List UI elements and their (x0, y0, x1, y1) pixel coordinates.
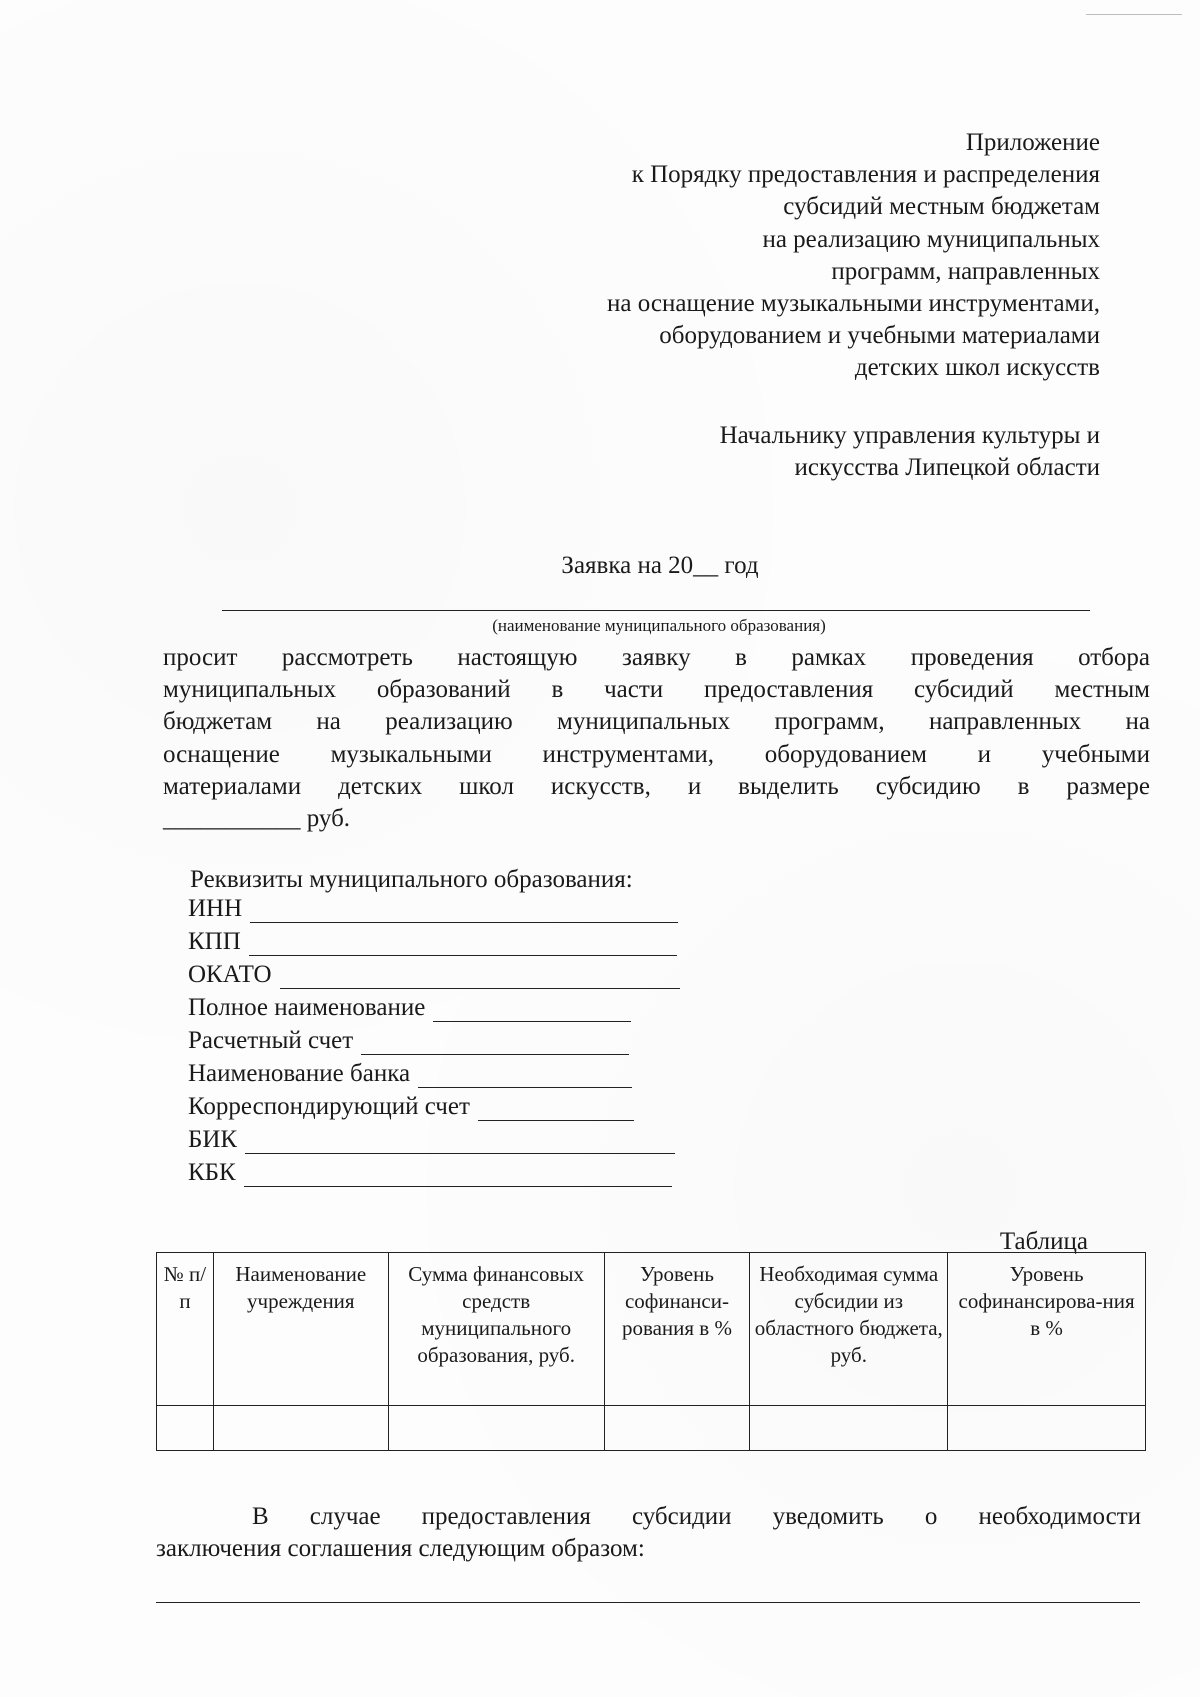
requisite-account (188, 1025, 629, 1055)
requisite-okato (188, 959, 680, 989)
appendix-line: оборудованием и учебными материалами (659, 322, 1100, 350)
requisite-label: БИК (188, 1126, 238, 1153)
requisite-label: КБК (188, 1159, 236, 1186)
addressee-line: искусства Липецкой области (794, 454, 1100, 481)
appendix-line: Приложение (965, 129, 1100, 156)
appendix-line: к Порядку предоставления и распределения (631, 161, 1100, 189)
table-cell[interactable] (604, 1406, 750, 1451)
column-header: Сумма финансовых средств муниципального образования, руб. (388, 1253, 604, 1406)
body-line: материалами детских школ искусств, и выделить субсидию в размере (163, 772, 1150, 800)
notification-line: В случае предоставления субсидии уведомить о необходимости (252, 1503, 1141, 1530)
body-line: просит рассмотреть настоящую заявку в рамках проведения отбора (163, 644, 1150, 671)
table-cell[interactable] (388, 1406, 604, 1451)
okato-blank[interactable] (280, 966, 680, 989)
table-header-row (157, 1253, 1146, 1406)
appendix-header (480, 127, 1100, 385)
full-name-blank[interactable] (433, 999, 631, 1022)
kpp-blank[interactable] (249, 933, 677, 956)
requisites-title: Реквизиты муниципального образования: (190, 866, 633, 893)
corr-account-blank[interactable] (478, 1098, 634, 1121)
bank-name-blank[interactable] (418, 1065, 632, 1088)
requisite-label: ИНН (188, 895, 243, 922)
inn-blank[interactable] (250, 900, 678, 923)
addressee (540, 420, 1100, 484)
requisite-label: ОКАТО (188, 961, 272, 988)
requisite-corr-account (188, 1091, 634, 1121)
appendix-line: на оснащение музыкальными инструментами, (607, 290, 1100, 318)
notification-blank[interactable] (156, 1602, 1140, 1603)
requisite-label: КПП (188, 928, 241, 955)
requisite-full-name (188, 992, 631, 1022)
column-header: Уровень софинанси-рования в % (604, 1253, 750, 1406)
scan-mark (1086, 14, 1182, 15)
amount-line: ___________ руб. (163, 805, 351, 833)
notification-line: заключения соглашения следующим образом: (156, 1535, 645, 1562)
table-caption: Таблица (999, 1228, 1088, 1255)
table-cell[interactable] (213, 1406, 388, 1451)
body-line: оснащение музыкальными инструментами, оборудованием и учебными (163, 740, 1150, 768)
addressee-line: Начальнику управления культуры и (719, 422, 1100, 449)
notification-paragraph (156, 1501, 1141, 1565)
column-header: Наименование учреждения (213, 1253, 388, 1406)
body-line: муниципальных образований в части предоставления субсидий местным (163, 676, 1150, 704)
municipality-name-blank[interactable] (222, 610, 1090, 611)
request-body (163, 642, 1150, 835)
bik-blank[interactable] (245, 1131, 675, 1154)
appendix-line: на реализацию муниципальных (762, 225, 1100, 253)
subsidy-table (156, 1252, 1146, 1451)
table-cell[interactable] (157, 1406, 214, 1451)
requisite-label: Корреспондирующий счет (188, 1093, 470, 1120)
requisite-label: Полное наименование (188, 994, 426, 1021)
requisite-kbk (188, 1157, 672, 1187)
kbk-blank[interactable] (244, 1164, 672, 1187)
table-row (157, 1406, 1146, 1451)
requisite-label: Расчетный счет (188, 1027, 354, 1054)
requisite-bik (188, 1124, 675, 1154)
requisite-bank-name (188, 1058, 632, 1088)
request-title: Заявка на 20__ год (561, 552, 759, 579)
column-header: № п/п (157, 1253, 214, 1406)
column-header: Уровень софинансирова-ния в % (948, 1253, 1146, 1406)
body-line: бюджетам на реализацию муниципальных программ, направленных на (163, 708, 1150, 736)
requisite-label: Наименование банка (188, 1060, 411, 1087)
account-blank[interactable] (361, 1032, 629, 1055)
appendix-line: детских школ искусств (854, 354, 1100, 382)
table-cell[interactable] (948, 1406, 1146, 1451)
municipality-caption: (наименование муниципального образования) (492, 616, 826, 635)
column-header: Необходимая сумма субсидии из областного бюджета, руб. (750, 1253, 948, 1406)
requisite-kpp (188, 926, 677, 956)
appendix-line: субсидий местным бюджетам (783, 193, 1100, 221)
appendix-line: программ, направленных (831, 257, 1100, 285)
requisite-inn (188, 893, 678, 923)
table-cell[interactable] (750, 1406, 948, 1451)
